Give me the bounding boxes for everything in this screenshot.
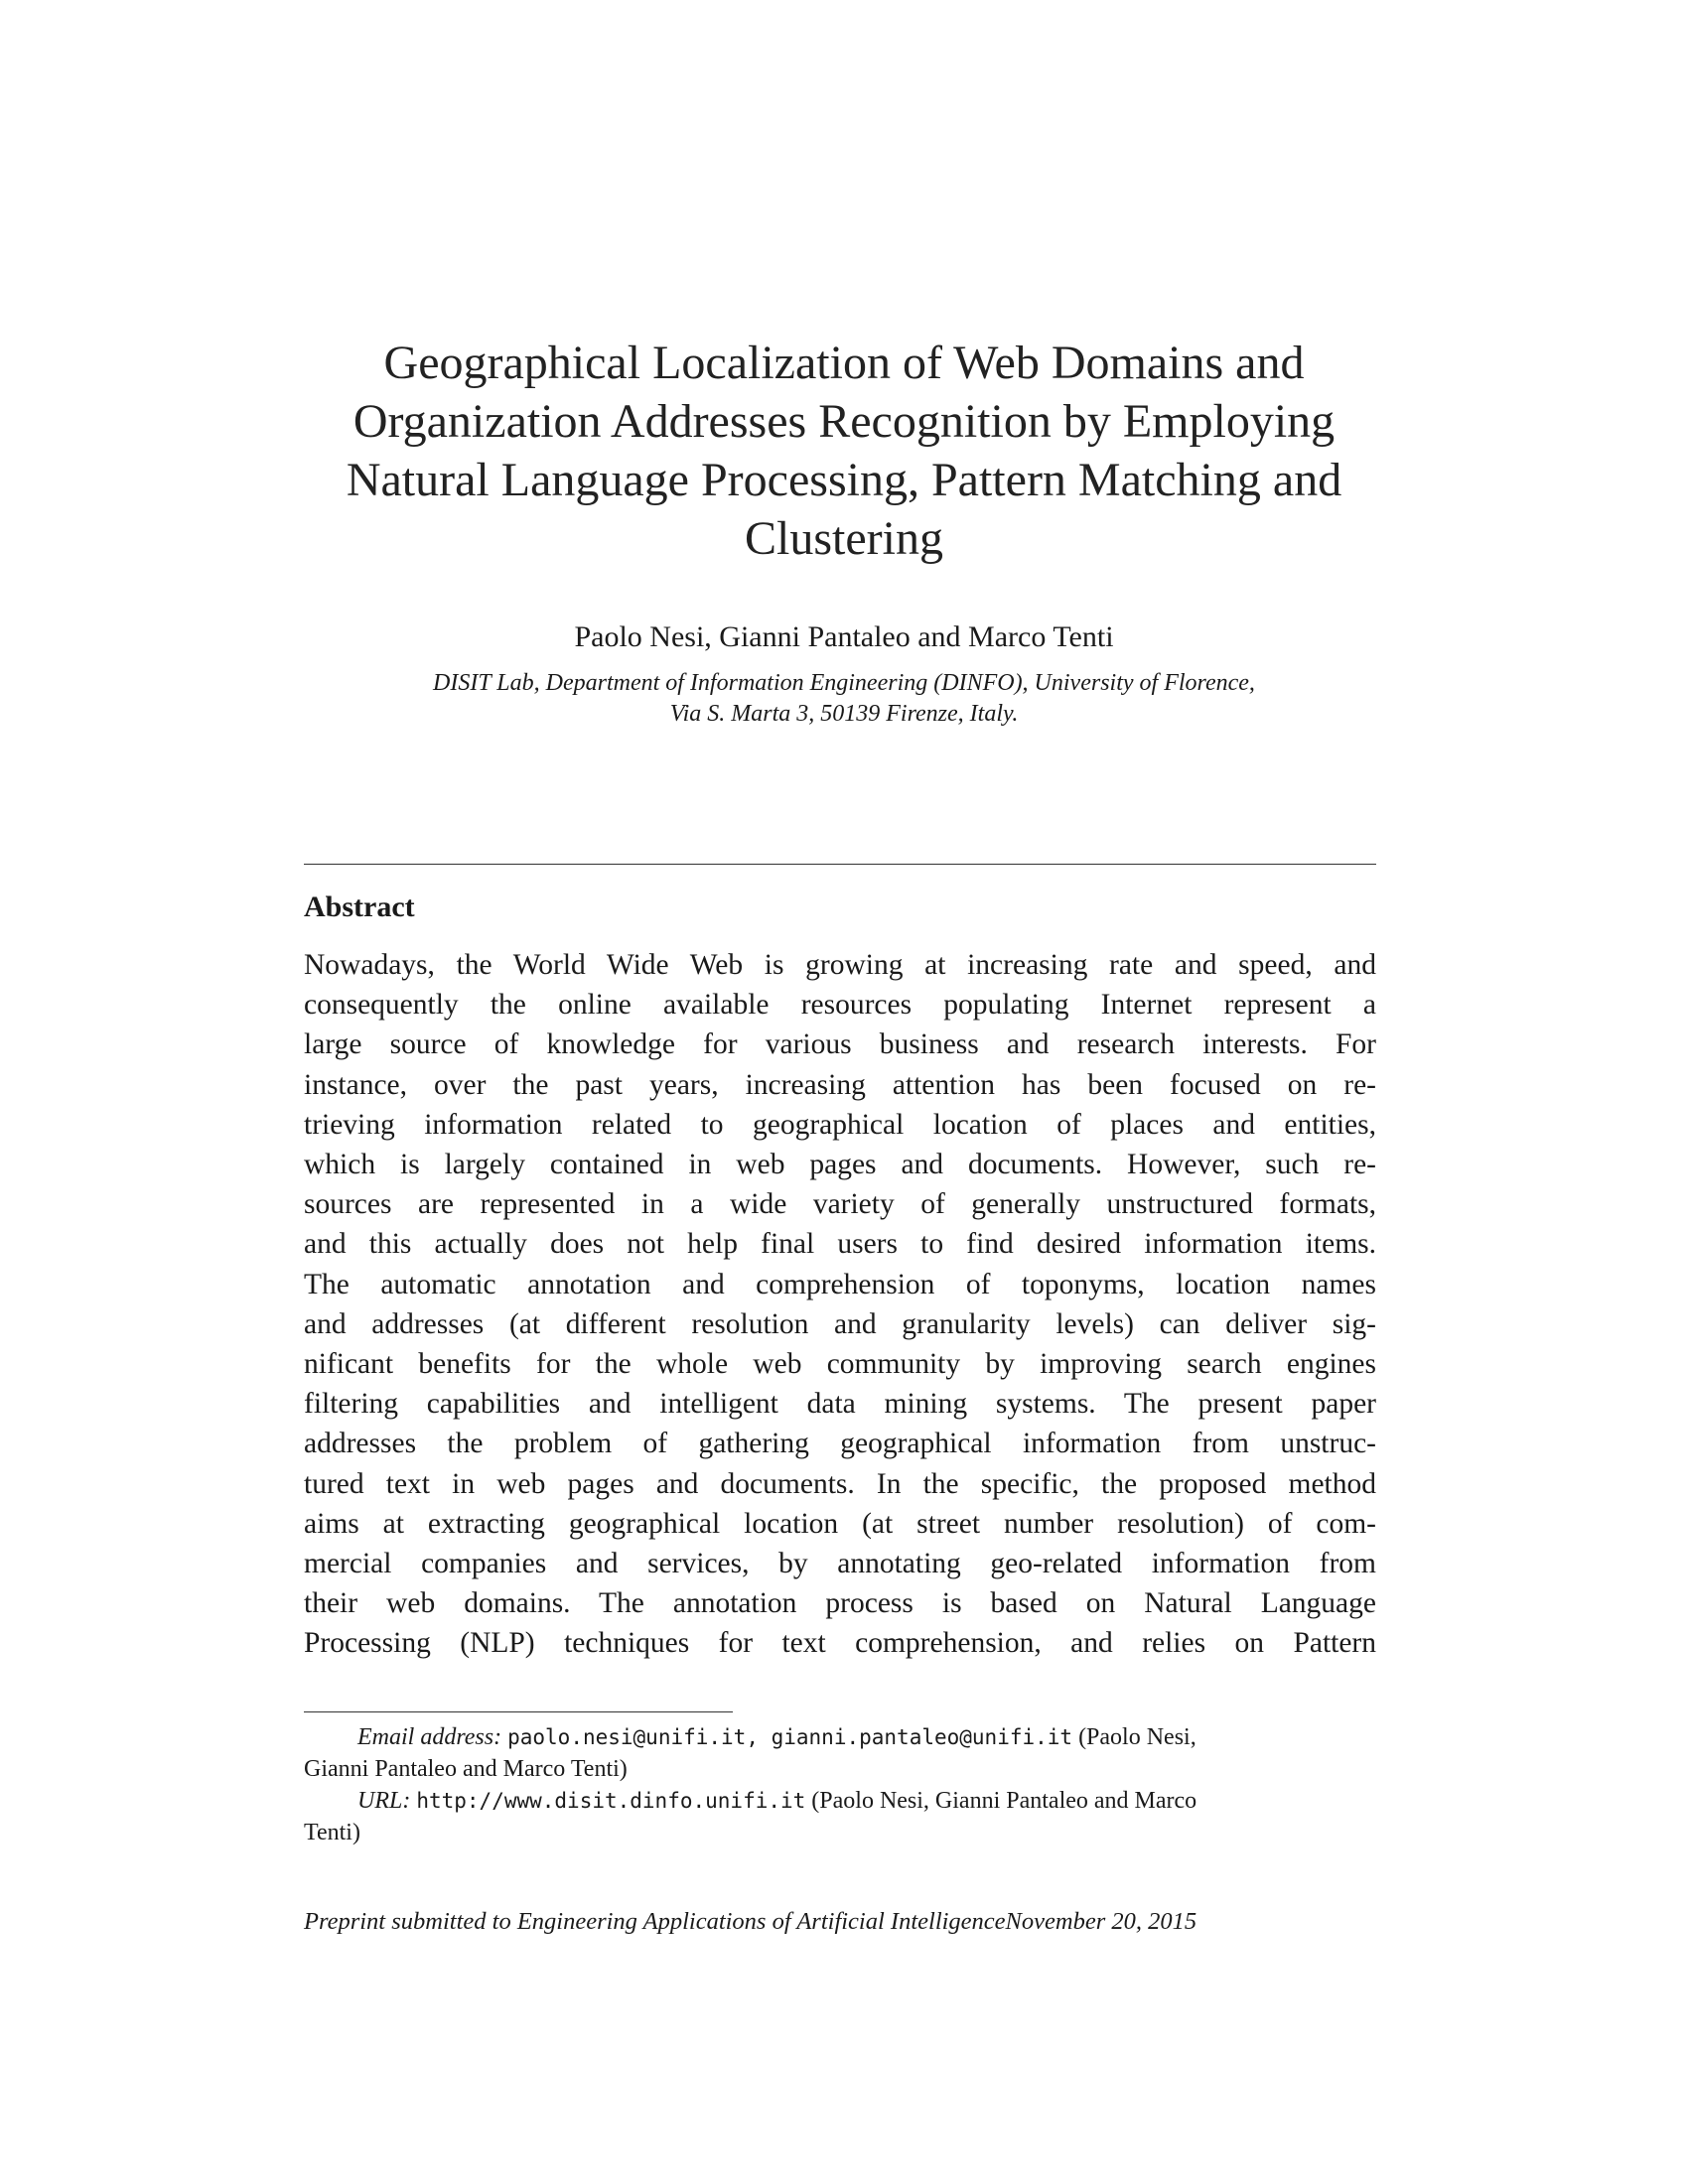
url-link[interactable]: http://www.disit.dinfo.unifi.it: [416, 1789, 806, 1813]
abstract-line: and addresses (at different resolution and granularity levels) can deliver sig-: [304, 1307, 1376, 1340]
email-addresses[interactable]: paolo.nesi@unifi.it, gianni.pantaleo@unifi.it: [507, 1725, 1073, 1749]
abstract-line: tured text in web pages and documents. In the specific, the proposed method: [304, 1467, 1376, 1500]
abstract-line: their web domains. The annotation process is based on Natural Language: [304, 1587, 1376, 1620]
abstract-line: filtering capabilities and intelligent data mining systems. The present paper: [304, 1388, 1376, 1421]
abstract-line: mercial companies and services, by annotating geo-related information from: [304, 1548, 1376, 1580]
abstract-line: sources are represented in a wide variety of generally unstructured formats,: [304, 1188, 1376, 1221]
url-footnote: [304, 1785, 1376, 1848]
abstract-line: The automatic annotation and comprehension of toponyms, location names: [304, 1268, 1376, 1300]
url-owner-cont: Tenti): [304, 1820, 360, 1845]
abstract-line: large source of knowledge for various business and research interests. For: [304, 1028, 1376, 1061]
footnote-rule: [304, 1711, 733, 1712]
url-owner: (Paolo Nesi, Gianni Pantaleo and Marco: [811, 1788, 1197, 1814]
affiliation-line: Via S. Marta 3, 50139 Firenze, Italy.: [669, 701, 1019, 727]
abstract-top-rule: [304, 864, 1376, 865]
preprint-notice: Preprint submitted to Engineering Applications of Artificial IntelligenceNovember 20, 2015: [304, 1908, 1197, 1935]
title-line: Clustering: [745, 512, 943, 565]
abstract-line: Nowadays, the World Wide Web is growing at increasing rate and speed, and: [304, 949, 1376, 981]
title-line: Natural Language Processing, Pattern Matching and: [346, 454, 1342, 506]
abstract-body: [304, 945, 1376, 1664]
abstract-line: trieving information related to geographical location of places and entities,: [304, 1108, 1376, 1141]
author-list: Paolo Nesi, Gianni Pantaleo and Marco Tenti: [574, 620, 1114, 653]
abstract-line: Processing (NLP) techniques for text comprehension, and relies on Pattern: [304, 1627, 1376, 1660]
email-owner: (Paolo Nesi,: [1078, 1724, 1196, 1750]
url-label: URL:: [357, 1788, 411, 1814]
abstract-line: which is largely contained in web pages and documents. However, such re-: [304, 1149, 1376, 1181]
title-line: Organization Addresses Recognition by Employing: [352, 395, 1336, 448]
abstract-line: instance, over the past years, increasing attention has been focused on re-: [304, 1068, 1376, 1101]
title-line: Geographical Localization of Web Domains and: [383, 337, 1305, 389]
abstract-line: consequently the online available resources populating Internet represent a: [304, 989, 1376, 1022]
email-label: Email address:: [357, 1724, 502, 1750]
abstract-line: nificant benefits for the whole web community by improving search engines: [304, 1348, 1376, 1381]
email-owner-cont: Gianni Pantaleo and Marco Tenti): [304, 1756, 628, 1782]
affiliation: [298, 668, 1390, 730]
abstract-line: addresses the problem of gathering geographical information from unstruc-: [304, 1428, 1376, 1460]
abstract-line: aims at extracting geographical location (at street number resolution) of com-: [304, 1507, 1376, 1540]
affiliation-line: DISIT Lab, Department of Information Engineering (DINFO), University of Florence,: [433, 670, 1255, 696]
abstract-line: and this actually does not help final users to find desired information items.: [304, 1228, 1376, 1261]
paper-title: [298, 334, 1390, 568]
email-footnote: [304, 1721, 1376, 1785]
abstract-heading: Abstract: [304, 890, 415, 923]
